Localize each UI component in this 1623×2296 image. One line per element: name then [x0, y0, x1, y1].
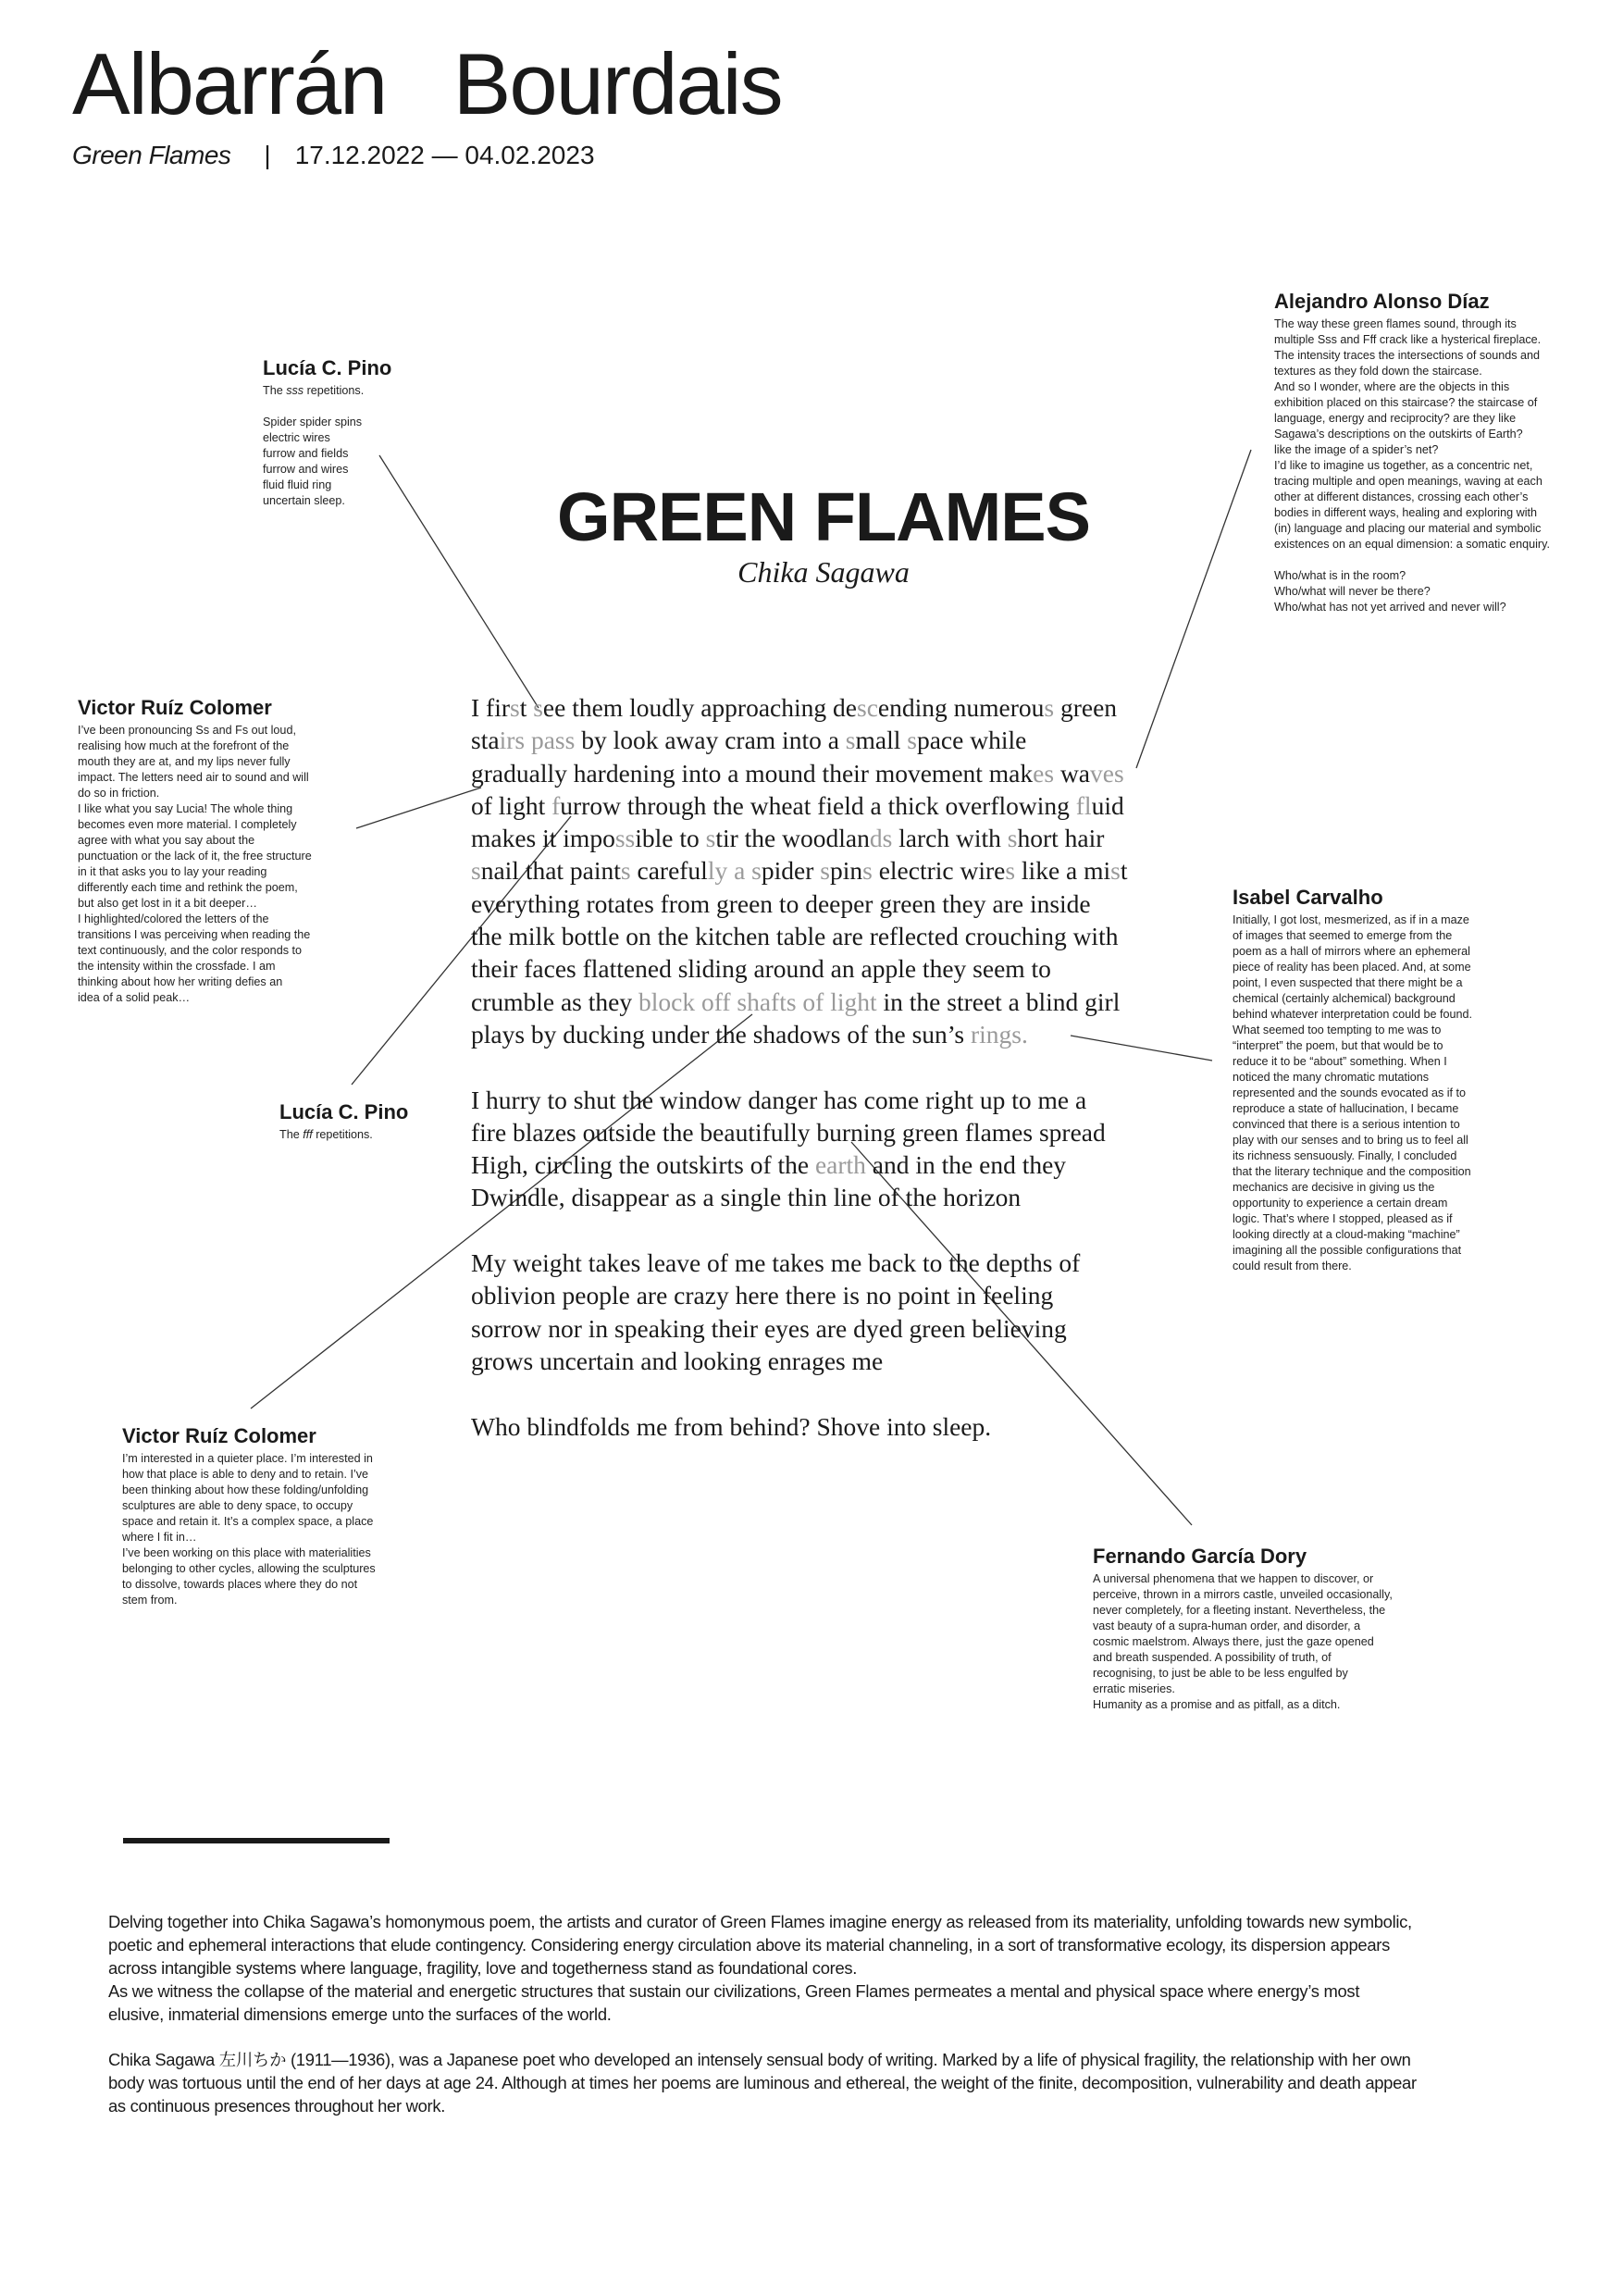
- poem-text: electric wire: [872, 856, 1006, 886]
- poem-line: [471, 789, 1211, 822]
- poem-text: careful: [630, 856, 708, 886]
- highlighted-letters: s: [1007, 824, 1018, 853]
- poem-text: by look away cram into a: [575, 726, 846, 755]
- exhibition-statement: Delving together into Chika Sagawa’s homonymous poem, the artists and curator of Green Flames imagine energy as released from its materiality, unfolding towards new symbolic, poetic and ephemeral interactions that elude contingency. Considering energy circulation above its material channeling, in a sort of transformative ecology, its dispersion appears across intangible systems where language, fragility, love and togetherness stand as foundational cores. As we witness the collapse of the material and energetic structures that sustain our civilizations, Green Flames permeates a mental and physical space where energy’s most elusive, inmaterial dimensions emerge unto the surfaces of the world.: [108, 1912, 1412, 2024]
- annotation-text: The sss repetitions. Spider spider spins electric wires furrow and fields furrow and wires fluid fluid ring uncertain sleep.: [263, 384, 365, 508]
- annotation-lucia-pino-fff: [279, 1101, 465, 1143]
- highlighted-letters: s: [705, 824, 716, 853]
- annotation-text: I’ve been pronouncing Ss and Fs out loud, realising how much at the forefront of the mouth they are at, and my lips never fully impact. The letters need air to sound and will do so in friction. I like what you say Lucia! The whole thing becomes even more material. I completely agree with what you say about the punctuation or the lack of it, the free structure in it that asks you to lay your reading differently each time and rethink the poem, but also get lost in it a bit deeper… I highlighted/colored the letters of the transitions I was perceiving when reading the text continuously, and the color responds to the intensity within the crossfade. I am thinking about how her writing defies an idea of a solid peak…: [78, 724, 312, 1005]
- poem-text: ending numerou: [877, 693, 1045, 722]
- section-divider: [123, 1838, 390, 1843]
- highlighted-letters: s: [471, 856, 481, 886]
- poem-text: makes it impo: [471, 824, 615, 853]
- poem-text: green: [1054, 693, 1118, 722]
- poem-title: GREEN FLAMES: [557, 478, 1090, 555]
- exhibition-dates: 17.12.2022 — 04.02.2023: [294, 141, 595, 169]
- annotation-author: Lucía C. Pino: [279, 1100, 409, 1123]
- poem-line: [471, 1312, 1211, 1345]
- poem-line: [471, 920, 1211, 952]
- annotation-author: Fernando García Dory: [1093, 1545, 1307, 1568]
- poem-text: in the street a blind girl: [876, 987, 1121, 1016]
- poem-text: nail that paint: [480, 856, 621, 886]
- poem-text: Who blindfolds me from behind? Shove into sleep.: [471, 1411, 992, 1441]
- poem-body: [471, 691, 1211, 1475]
- poem-text: like a mi: [1015, 856, 1111, 886]
- highlighted-letters: s: [1044, 693, 1055, 722]
- poem-author: Chika Sagawa: [737, 555, 910, 589]
- poem-line: [471, 1181, 1211, 1213]
- highlighted-letters: s: [862, 856, 873, 886]
- poem-text: their faces flattened sliding around an apple they seem to: [471, 954, 1051, 984]
- poem-line: [471, 952, 1211, 985]
- highlighted-letters: s: [620, 856, 631, 886]
- annotation-author: Victor Ruíz Colomer: [122, 1424, 316, 1447]
- poem-text: uid: [1091, 790, 1124, 820]
- poem-text: My weight takes leave of me takes me back to the depths of: [471, 1248, 1081, 1278]
- highlighted-letters: v: [1090, 758, 1103, 788]
- poem-text: crumble as they: [471, 987, 638, 1016]
- poem-line: [471, 691, 1211, 724]
- poem-text: I hurry to shut the window danger has come right up to me a: [471, 1085, 1087, 1114]
- poem-text: everything rotates from green to deeper green they are inside: [471, 888, 1091, 918]
- highlighted-letters: irs pass: [499, 726, 576, 755]
- poem-text: and in the end they: [865, 1150, 1067, 1180]
- poem-text: larch with: [892, 824, 1008, 853]
- gallery-name: Albarrán Bourdais: [72, 35, 782, 132]
- header-separator: |: [264, 141, 271, 169]
- annotation-alejandro-alonso-diaz: [1274, 291, 1617, 615]
- poem-text: fire blazes outside the beautifully burning green flames spread: [471, 1117, 1106, 1147]
- highlighted-letters: s: [510, 693, 520, 722]
- poem-text: hort hair: [1017, 824, 1105, 853]
- poem-line: [471, 1345, 1211, 1377]
- poem-text: plays by ducking under the shadows of the sun’s: [471, 1019, 971, 1049]
- highlighted-letters: ss: [614, 824, 636, 853]
- poem-text: sorrow nor in speaking their eyes are dyed green believing: [471, 1313, 1067, 1343]
- highlighted-letters: s: [533, 693, 543, 722]
- highlighted-letters: s: [856, 693, 867, 722]
- poem-text: pace while: [916, 726, 1027, 755]
- poem-line: [471, 1084, 1211, 1116]
- highlighted-letters: c: [866, 693, 878, 722]
- poem-text: ee them loudly approaching de: [542, 693, 857, 722]
- poem-stanza: [471, 691, 1211, 1050]
- connector-victor-1: [356, 788, 481, 828]
- poem-text: t: [519, 693, 534, 722]
- poem-text: the milk bottle on the kitchen table are reflected crouching with: [471, 922, 1119, 951]
- poem-line: [471, 1247, 1211, 1279]
- annotation-text: I’m interested in a quieter place. I’m interested in how that place is able to deny and to retain. I’ve been thinking about how these folding/unfolding sculptures are able to deny space, to occupy space and retain it. It’s a complex space, a place where I fit in… I’ve been working on this place with materialities belonging to other cycles, allowing the sculptures to dissolve, towards places where they do not stem from.: [122, 1452, 376, 1607]
- highlighted-letters: s: [1005, 856, 1016, 886]
- poem-text: ible to: [635, 824, 706, 853]
- exhibition-name: Green Flames: [72, 141, 231, 169]
- highlighted-letters: s: [907, 726, 917, 755]
- poem-stanza: [471, 1084, 1211, 1214]
- highlighted-letters: s: [845, 726, 856, 755]
- poem-text: t: [1120, 856, 1128, 886]
- poem-line: [471, 1279, 1211, 1311]
- poem-text: tir the woodlan: [715, 824, 870, 853]
- poem-text: pin: [829, 856, 863, 886]
- highlighted-letters: rings.: [971, 1019, 1028, 1049]
- highlighted-letters: fl: [1075, 790, 1092, 820]
- poem-text: gradually hardening into a mound their movement mak: [471, 758, 1034, 788]
- annotation-author: Victor Ruíz Colomer: [78, 696, 272, 719]
- annotation-text: The fff repetitions.: [279, 1128, 373, 1142]
- poem-text: Dwindle, disappear as a single thin line of the horizon: [471, 1183, 1022, 1212]
- highlighted-letters: block off shafts of light: [638, 987, 877, 1016]
- poem-line: [471, 887, 1211, 920]
- annotation-text: The way these green flames sound, through its multiple Sss and Fff crack like a hysterical fireplace. The intensity traces the intersections of sounds and textures as they fold down the staircase. And so I wonder, where are the objects in this exhibition placed on this staircase? the staircase of language, energy and reciprocity? are they like Sagawa’s descriptions on the outskirts of Earth? like the image of a spider’s net? I’d like to imagine us together, as a concentric net, tracing multiple and open meanings, waving at each other at different distances, crossing each other’s bodies in different ways, healing and exploring with (in) language and placing our material and symbolic existences on an equal dimension: a somatic enquiry. Who/what is in the room? Who/what will never be there? Who/what has not yet arrived and never will?: [1274, 317, 1550, 614]
- poem-text: wa: [1054, 758, 1091, 788]
- annotation-author: Alejandro Alonso Díaz: [1274, 290, 1490, 313]
- highlighted-letters: ly a s: [707, 856, 762, 886]
- poem-line: [471, 1410, 1211, 1443]
- poem-line: [471, 724, 1211, 756]
- poem-text: High, circling the outskirts of the: [471, 1150, 815, 1180]
- annotation-text: Initially, I got lost, mesmerized, as if in a maze of images that seemed to emerge from the poem as a hall of mirrors where an ephemeral piece of reality has been placed. And, at some point, I even suspected that there might be a chemical (certainly alchemical) background behind whatever interpretation could be found. What seemed too tempting to me was to “interpret” the poem, but that would be to reduce it to be “about” something. When I noticed the many chromatic mutations represented and the sounds evocated as if to reproduce a state of hallucination, I became convinced that there is a serious intention to play with our senses and to bring us to feel all its richness sensuously. Finally, I concluded that the literary technique and the composition mechanics are decisive in giving us the opportunity to experience a certain dream logic. That’s where I stopped, pleased as if looking directly at a cloud-making “machine” imagining all the possible configurations that could result from there.: [1233, 913, 1473, 1273]
- annotation-author: Lucía C. Pino: [263, 356, 392, 379]
- exhibition-subheader: [72, 141, 595, 170]
- poem-text: grows uncertain and looking enrages me: [471, 1346, 884, 1375]
- annotation-victor-ruiz-colomer-2: [122, 1425, 437, 1608]
- highlighted-letters: f: [551, 790, 561, 820]
- poem-line: [471, 1116, 1211, 1148]
- poem-text: pider: [761, 856, 821, 886]
- poem-line: [471, 822, 1211, 854]
- highlighted-letters: s: [1110, 856, 1121, 886]
- poem-text: of light: [471, 790, 552, 820]
- highlighted-letters: es: [1102, 758, 1124, 788]
- highlighted-letters: s: [820, 856, 830, 886]
- poet-biography: Chika Sagawa 左川ちか (1911—1936), was a Japanese poet who developed an intensely sensual body of writing. Marked by a life of physical fragility, the relationship with her own body was tortuous until the end of her days at age 24. Although at times her poems are luminous and ethereal, the weight of the finite, decomposition, vulnerability and death appear as continuous presences throughout her work.: [108, 2050, 1417, 2116]
- annotation-author: Isabel Carvalho: [1233, 886, 1383, 909]
- poem-line: [471, 986, 1211, 1018]
- annotation-victor-ruiz-colomer-1: [78, 697, 374, 1006]
- poem-stanza: [471, 1247, 1211, 1377]
- annotation-lucia-pino-sss: [263, 357, 448, 509]
- annotation-text: A universal phenomena that we happen to discover, or perceive, thrown in a mirrors castle, unveiled occasionally, never completely, for a fleeting instant. Nevertheless, the vast beauty of a supra-human order, and disorder, a cosmic maelstrom. Always there, just the gaze opened and breath suspended. A possibility of truth, of recognising, to just be able to be less engulfed by erratic miseries. Humanity as a promise and as pitfall, as a ditch.: [1093, 1572, 1393, 1712]
- poem-text: urrow through the wheat field a thick overflowing: [560, 790, 1076, 820]
- poem-text: mall: [855, 726, 908, 755]
- annotation-fernando-garcia-dory: [1093, 1545, 1481, 1713]
- poem-line: [471, 1018, 1211, 1050]
- highlighted-letters: ds: [869, 824, 893, 853]
- poem-text: sta: [471, 726, 500, 755]
- poem-line: [471, 757, 1211, 789]
- poem-text: I fir: [471, 693, 510, 722]
- poem-stanza: [471, 1410, 1211, 1443]
- poem-line: [471, 1148, 1211, 1181]
- annotation-isabel-carvalho: [1233, 887, 1529, 1274]
- highlighted-letters: earth: [814, 1150, 866, 1180]
- highlighted-letters: es: [1033, 758, 1055, 788]
- poem-line: [471, 854, 1211, 887]
- poem-text: oblivion people are crazy here there is no point in feeling: [471, 1281, 1054, 1310]
